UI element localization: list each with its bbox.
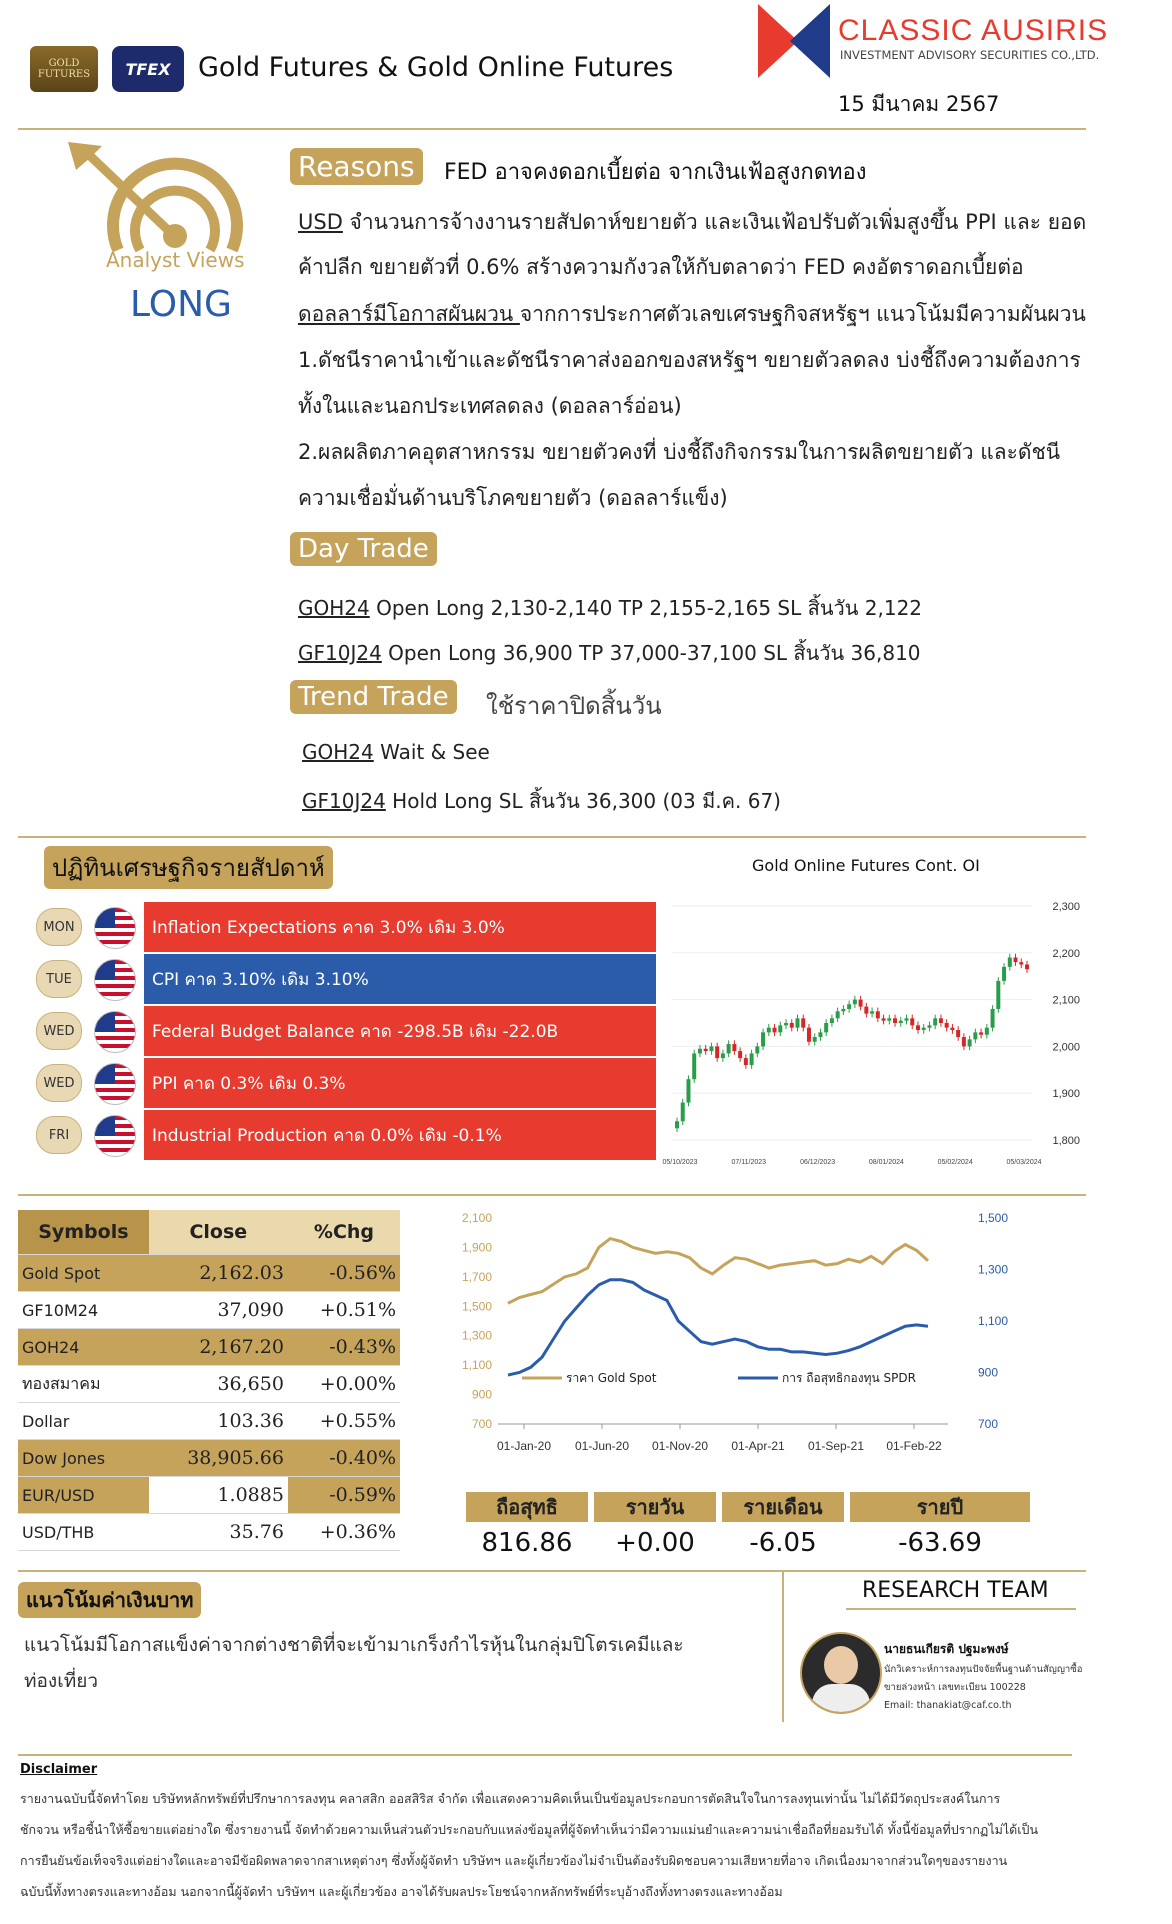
symbols-table (18, 1210, 400, 1551)
reason-usd-line1 (298, 206, 1086, 239)
trend-trade-text-2: Hold Long SL สิ้นวัน 36,300 (03 มี.ค. 67) (385, 789, 781, 813)
table-row (18, 1403, 400, 1440)
row-chg: -0.59% (288, 1477, 400, 1514)
oi-candle (681, 1103, 685, 1122)
oi-candle (933, 1018, 937, 1025)
oi-candle (962, 1037, 966, 1046)
oi-candle (744, 1058, 748, 1065)
oi-candle (899, 1021, 903, 1023)
trend-trade-symbol-1: GOH24 (302, 740, 374, 764)
spdr-y-left-tick: 1,100 (461, 1358, 492, 1373)
calendar-event: Federal Budget Balance คาด -298.5B เดิม -22.0B (144, 1006, 656, 1056)
oi-candle (973, 1032, 977, 1039)
row-close: 2,167.20 (149, 1329, 288, 1366)
oi-candle (945, 1023, 949, 1028)
calendar-row (36, 1110, 656, 1160)
oi-candle (801, 1018, 805, 1027)
trend-trade-symbol-2: GF10J24 (302, 789, 386, 813)
row-symbol: GF10M24 (18, 1292, 149, 1329)
row-symbol: USD/THB (18, 1514, 149, 1551)
header-divider (18, 128, 1086, 130)
table-row (18, 1514, 400, 1551)
header-close: Close (149, 1210, 288, 1255)
oi-candle-chart (660, 890, 1080, 1180)
table-row (18, 1292, 400, 1329)
oi-candle (715, 1046, 719, 1058)
oi-candle (996, 981, 1000, 1009)
target-arrow-icon (66, 140, 244, 252)
spdr-x-tick: 01-Nov-20 (651, 1439, 709, 1453)
oi-y-tick: 2,000 (1052, 1041, 1080, 1054)
section-divider-1 (18, 836, 1086, 838)
oi-candle (836, 1011, 840, 1018)
spdr-y-right-tick: 1,100 (978, 1314, 1009, 1328)
oi-x-tick: 06/12/2023 (800, 1159, 836, 1166)
spdr-x-tick: 01-Jan-20 (496, 1439, 552, 1453)
spdr-y-left-tick: 900 (471, 1387, 492, 1402)
oi-candle (859, 1000, 863, 1007)
spdr-y-left-tick: 1,500 (461, 1299, 492, 1314)
table-row (18, 1366, 400, 1403)
table-row (18, 1255, 400, 1292)
reason-dollar-line5: ความเชื่อมั่นด้านบริโภคขยายตัว (ดอลลาร์แข็ง) (298, 486, 728, 510)
tfex-logo-text: TFEX (125, 59, 171, 79)
oi-candle (922, 1028, 926, 1030)
spdr-x-tick: 01-Sep-21 (807, 1439, 865, 1453)
day-trade-item-1 (298, 592, 922, 624)
stat-head-daily: รายวัน (594, 1492, 716, 1522)
spdr-x-tick: 01-Apr-21 (731, 1439, 785, 1453)
calendar-row (36, 1058, 656, 1108)
oi-x-tick: 07/11/2023 (731, 1159, 767, 1166)
avatar (800, 1632, 882, 1714)
row-close: 37,090 (149, 1292, 288, 1329)
row-chg: -0.40% (288, 1440, 400, 1477)
company-logo-mark (758, 4, 830, 78)
disclaimer-line-2: ชักจวน หรือชี้นำให้ซื้อขายแต่อย่างใด ซึ่งรายงานนี้ จัดทำด้วยความเห็นส่วนตัวประกอบกับแหล่งข้อมูลที่ผู้จัดทำเห็นว่ามีความแม่นยำและความน่าเชื่อถือที่ยอมรับได้ ทั้งนี้ข้อมูลที่ปรากฏไม่ได้เป็น (20, 1822, 1038, 1837)
section-divider-4 (18, 1754, 1072, 1756)
disclaimer-line-4: ฉบับนี้ทั้งทางตรงและทางอ้อม นอกจากนี้ผู้จัดทำ บริษัทฯ และผู้เกี่ยวข้อง อาจได้รับผลประโยชน์จากหลักทรัพย์ที่ระบุอ้างถึงทั้งทางตรงและทางอ้อม (20, 1884, 783, 1899)
row-symbol: Dow Jones (18, 1440, 149, 1477)
table-row (18, 1477, 400, 1514)
spdr-x-tick: 01-Jun-20 (574, 1439, 630, 1453)
oi-candle (773, 1028, 777, 1033)
vertical-divider (782, 1572, 784, 1722)
disclaimer-line-3: การยืนยันข้อเท็จจริงแต่อย่างใดและอาจมีข้อผิดพลาดจากสาเหตุต่างๆ ซึ่งทั้งผู้จัดทำ บริษัทฯ และผู้เกี่ยวข้องไม่จำเป็นต้องรับผิดชอบความเสียหายที่อาจ เกิดเนื่องมาจากส่วนใดๆของรายงาน (20, 1853, 1008, 1868)
symbols-table-header (18, 1210, 400, 1255)
calendar-day: FRI (36, 1116, 82, 1154)
oi-candle (887, 1018, 891, 1020)
company-subtitle: INVESTMENT ADVISORY SECURITIES CO.,LTD. (840, 48, 1100, 62)
baht-tag: แนวโน้มค่าเงินบาท (18, 1582, 201, 1618)
oi-candle (767, 1028, 771, 1033)
day-trade-text-1: Open Long 2,130-2,140 TP 2,155-2,165 SL สิ้นวัน 2,122 (369, 596, 923, 620)
row-chg: +0.00% (288, 1366, 400, 1403)
row-close: 1.0885 (149, 1477, 288, 1514)
stat-value-holding: 816.86 (481, 1528, 573, 1558)
calendar-day: MON (36, 908, 82, 946)
row-chg: -0.43% (288, 1329, 400, 1366)
spdr-y-right-tick: 1,300 (978, 1262, 1009, 1277)
row-symbol: Gold Spot (18, 1255, 149, 1292)
reason-dollar-line4: 2.ผลผลิตภาคอุตสาหกรรม ขยายตัวคงที่ บ่งชี้ถึงกิจกรรมในการผลิตขยายตัว และดัชนี (298, 440, 1061, 464)
row-close: 36,650 (149, 1366, 288, 1403)
table-row (18, 1440, 400, 1477)
row-symbol: EUR/USD (18, 1477, 149, 1514)
oi-candle (761, 1032, 765, 1046)
oi-y-tick: 2,200 (1052, 947, 1080, 960)
analyst-email: Email: thanakiat@caf.co.th (884, 1700, 1012, 1711)
oi-candle (830, 1018, 834, 1023)
page-title: Gold Futures & Gold Online Futures (198, 52, 674, 83)
oi-candle (824, 1023, 828, 1032)
disclaimer-title: Disclaimer (20, 1762, 98, 1777)
row-symbol: GOH24 (18, 1329, 149, 1366)
row-symbol: Dollar (18, 1403, 149, 1440)
oi-candle (905, 1018, 909, 1020)
oi-candle (738, 1051, 742, 1058)
day-trade-tag: Day Trade (290, 532, 437, 566)
gold-futures-logo-text: GOLD FUTURES (37, 58, 91, 80)
oi-candle (870, 1011, 874, 1013)
row-symbol: ทองสมาคม (18, 1366, 149, 1403)
calendar-event: CPI คาด 3.10% เดิม 3.10% (144, 954, 656, 1004)
oi-candle (750, 1053, 754, 1065)
stat-head-yearly: รายปี (850, 1492, 1030, 1522)
oi-candle (784, 1023, 788, 1025)
calendar-title: ปฏิทินเศรษฐกิจรายสัปดาห์ (44, 846, 333, 889)
spdr-holding-line (508, 1280, 928, 1375)
oi-candle (1019, 962, 1023, 964)
oi-x-tick: 08/01/2024 (868, 1159, 904, 1166)
analyst-views-label: Analyst Views (106, 248, 245, 272)
oi-candle (698, 1049, 702, 1054)
trend-trade-tag: Trend Trade (290, 680, 457, 714)
reasons-tag: Reasons (290, 148, 423, 185)
oi-candle (927, 1025, 931, 1027)
baht-line-2: ท่องเที่ยว (24, 1670, 99, 1692)
oi-candle (1014, 957, 1018, 962)
oi-candle (841, 1009, 845, 1011)
oi-y-tick: 1,900 (1052, 1088, 1080, 1101)
analyst-role: นักวิเคราะห์การลงทุนปัจจัยพื้นฐานด้านสัญญาซื้อ (884, 1664, 1083, 1675)
reason-usd-line2: ค้าปลีก ขยายตัวที่ 0.6% สร้างความกังวลให้กับตลาดว่า FED คงอัตราดอกเบี้ยต่อ (298, 255, 1024, 279)
analyst-view-value: LONG (130, 284, 232, 325)
oi-candle (956, 1030, 960, 1037)
stat-value-monthly: -6.05 (749, 1528, 817, 1558)
calendar-row (36, 1006, 656, 1056)
oi-x-tick: 05/10/2023 (662, 1159, 698, 1166)
us-flag-icon (94, 959, 136, 1001)
oi-y-tick: 2,300 (1052, 901, 1080, 913)
legend-label: ราคา Gold Spot (566, 1371, 657, 1385)
oi-x-tick: 05/02/2024 (937, 1159, 973, 1166)
oi-candle (1002, 967, 1006, 981)
us-flag-icon (94, 1011, 136, 1053)
reason-dollar-line1 (298, 298, 1086, 331)
us-flag-icon (94, 1063, 136, 1105)
row-chg: +0.55% (288, 1403, 400, 1440)
stat-head-holding: ถือสุทธิ (466, 1492, 588, 1522)
calendar-event: PPI คาด 0.3% เดิม 0.3% (144, 1058, 656, 1108)
oi-candle (876, 1011, 880, 1018)
reason-dollar-line2: 1.ดัชนีราคานำเข้าและดัชนีราคาส่งออกของสหรัฐฯ ขยายตัวลดลง บ่งชี้ถึงความต้องการ (298, 348, 1081, 372)
company-name: CLASSIC AUSIRIS (838, 14, 1109, 47)
oi-candle (968, 1039, 972, 1046)
oi-candle (675, 1121, 679, 1128)
row-close: 35.76 (149, 1514, 288, 1551)
oi-candle (818, 1032, 822, 1037)
spdr-y-right-tick: 700 (978, 1417, 999, 1431)
oi-candle (1025, 965, 1029, 970)
reasons-headline: FED อาจคงดอกเบี้ยต่อ จากเงินเฟ้อสูงกดทอง (444, 160, 867, 185)
gold-spot-line (508, 1239, 928, 1304)
oi-candle (882, 1018, 886, 1020)
research-underline (846, 1608, 1076, 1610)
oi-candle (709, 1046, 713, 1051)
stat-head-monthly: รายเดือน (722, 1492, 844, 1522)
table-row (18, 1329, 400, 1366)
calendar-row (36, 902, 656, 952)
oi-candle (732, 1044, 736, 1051)
oi-candle (813, 1037, 817, 1042)
day-trade-text-2: Open Long 36,900 TP 37,000-37,100 SL สิ้นวัน 36,810 (381, 641, 921, 665)
trend-trade-note: ใช้ราคาปิดสิ้นวัน (486, 692, 662, 720)
oi-candle (704, 1049, 708, 1051)
row-chg: -0.56% (288, 1255, 400, 1292)
gold-futures-logo (30, 46, 98, 92)
disclaimer-line-1: รายงานฉบับนี้จัดทำโดย บริษัทหลักทรัพย์ที่ปรึกษาการลงทุน คลาสสิก ออสสิริส จำกัด เพื่อแสดงความคิดเห็นเป็นข้อมูลประกอบการตัดสินใจในการลงทุนเท่านั้น ไม่ได้มีวัตถุประสงค์ในการ (20, 1791, 1001, 1806)
reason-dollar-text: จากการประกาศตัวเลขเศรษฐกิจสหรัฐฯ แนวโน้มมีความผันผวน (519, 302, 1086, 326)
research-team-title: RESEARCH TEAM (862, 1578, 1049, 1603)
oi-chart-title: Gold Online Futures Cont. OI (752, 856, 980, 875)
oi-candle (686, 1079, 690, 1102)
oi-candle (721, 1053, 725, 1058)
oi-candle (847, 1004, 851, 1009)
oi-y-tick: 1,800 (1052, 1135, 1080, 1147)
calendar-event: Industrial Production คาด 0.0% เดิม -0.1% (144, 1110, 656, 1160)
header-symbols: Symbols (18, 1210, 149, 1255)
spdr-y-right-tick: 1,500 (978, 1211, 1009, 1225)
reason-dollar-line3: ทั้งในและนอกประเทศลดลง (ดอลลาร์อ่อน) (298, 394, 682, 418)
analyst-role-2: ขายล่วงหน้า เลขทะเบียน 100228 (884, 1682, 1026, 1693)
trend-trade-text-1: Wait & See (373, 740, 490, 764)
reason-usd-text: จำนวนการจ้างงานรายสัปดาห์ขยายตัว และเงินเฟ้อปรับตัวเพิ่มสูงขึ้น PPI และ ยอด (342, 210, 1087, 234)
row-close: 2,162.03 (149, 1255, 288, 1292)
oi-candle (755, 1046, 759, 1053)
day-trade-symbol-1: GOH24 (298, 596, 370, 620)
trend-trade-item-1 (302, 740, 490, 764)
oi-candle (727, 1044, 731, 1053)
calendar-event: Inflation Expectations คาด 3.0% เดิม 3.0% (144, 902, 656, 952)
oi-candle (950, 1028, 954, 1030)
report-date: 15 มีนาคม 2567 (838, 92, 1000, 116)
oi-candle (692, 1053, 696, 1079)
oi-candle (807, 1028, 811, 1042)
oi-candle (864, 1007, 868, 1014)
stat-value-yearly: -63.69 (898, 1528, 982, 1558)
oi-candle (916, 1025, 920, 1030)
oi-y-tick: 2,100 (1052, 994, 1080, 1007)
calendar-day: WED (36, 1012, 82, 1050)
reason-dollar-key: ดอลลาร์มีโอกาสผันผวน (298, 302, 520, 326)
tfex-logo (112, 46, 184, 92)
section-divider-2 (18, 1194, 1086, 1196)
section-divider-3 (18, 1570, 1086, 1572)
baht-line-1: แนวโน้มมีโอกาสแข็งค่าจากต่างชาติที่จะเข้ามาเกร็งกำไรหุ้นในกลุ่มปิโตรเคมีและ (24, 1634, 684, 1656)
oi-candle (893, 1018, 897, 1023)
spdr-y-left-tick: 1,300 (461, 1328, 492, 1343)
oi-candle (939, 1018, 943, 1023)
oi-candle (991, 1009, 995, 1028)
calendar-row (36, 954, 656, 1004)
calendar-day: TUE (36, 960, 82, 998)
row-chg: +0.51% (288, 1292, 400, 1329)
oi-x-tick: 05/03/2024 (1006, 1159, 1042, 1166)
day-trade-item-2 (298, 637, 921, 669)
spdr-y-left-tick: 2,100 (461, 1211, 492, 1225)
header-chg: %Chg (288, 1210, 400, 1255)
stat-value-daily: +0.00 (615, 1528, 695, 1558)
oi-candle (979, 1032, 983, 1034)
legend-label: การ ถือสุทธิกองทุน SPDR (782, 1371, 916, 1385)
spdr-y-left-tick: 1,900 (461, 1240, 492, 1255)
oi-candle (853, 1000, 857, 1005)
oi-candle (910, 1018, 914, 1025)
row-close: 103.36 (149, 1403, 288, 1440)
oi-candle (778, 1025, 782, 1032)
spdr-y-left-tick: 1,700 (461, 1269, 492, 1284)
spdr-x-tick: 01-Feb-22 (886, 1439, 942, 1453)
oi-candle (1008, 957, 1012, 966)
oi-candle (985, 1028, 989, 1035)
row-chg: +0.36% (288, 1514, 400, 1551)
us-flag-icon (94, 1115, 136, 1157)
spdr-y-left-tick: 700 (471, 1417, 492, 1431)
gold-spdr-line-chart (448, 1206, 1038, 1466)
analyst-name: นายธนเกียรติ ปฐมะพงษ์ (884, 1642, 1009, 1656)
calendar-day: WED (36, 1064, 82, 1102)
spdr-y-right-tick: 900 (978, 1365, 999, 1380)
reason-usd-key: USD (298, 210, 343, 234)
trend-trade-item-2 (302, 785, 781, 817)
oi-candle (795, 1018, 799, 1027)
oi-candle (790, 1023, 794, 1028)
us-flag-icon (94, 907, 136, 949)
day-trade-symbol-2: GF10J24 (298, 641, 382, 665)
row-close: 38,905.66 (149, 1440, 288, 1477)
